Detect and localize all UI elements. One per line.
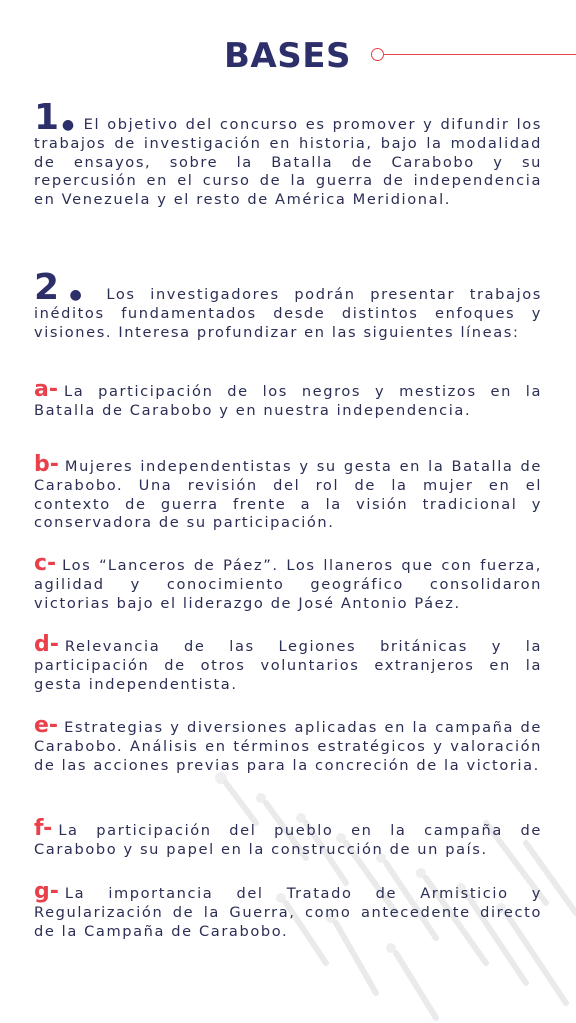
line-b — [34, 452, 542, 533]
title-line-ornament — [384, 54, 576, 55]
line-c-marker: c- — [34, 551, 57, 576]
line-c-text: Los “Lanceros de Páez”. Los llaneros que con fuerza, agilidad y conocimiento geográfico consolidaron victorias bajo el liderazgo de José Antonio Páez. — [34, 557, 542, 612]
title-circle-ornament — [371, 48, 384, 61]
line-a-text: La participación de los negros y mestizos en la Batalla de Carabobo y en nuestra independencia. — [34, 383, 542, 419]
point-1 — [34, 97, 542, 210]
line-f-text: La participación del pueblo en la campaña de Carabobo y su papel en la construcción de un país. — [34, 822, 542, 858]
line-e — [34, 713, 542, 775]
line-d — [34, 632, 542, 694]
line-e-text: Estrategias y diversiones aplicadas en la campaña de Carabobo. Análisis en términos estratégicos y valoración de las acciones previas para la concreción de la victoria. — [34, 719, 542, 774]
line-d-text: Relevancia de las Legiones británicas y la participación de otros voluntarios extranjeros en la gesta independentista. — [34, 638, 542, 693]
line-f — [34, 816, 542, 860]
line-b-marker: b- — [34, 452, 59, 477]
point-1-number: 1 — [34, 97, 58, 138]
line-g-marker: g- — [34, 879, 59, 904]
line-f-marker: f- — [34, 816, 53, 841]
line-a — [34, 377, 542, 421]
line-g-text: La importancia del Tratado de Armisticio y Regularización de la Guerra, como antecedente directo de la Campaña de Carabobo. — [34, 885, 542, 940]
page-title: BASES — [224, 36, 351, 76]
point-1-text: El objetivo del concurso es promover y difundir los trabajos de investigación en historia, bajo la modalidad de ensayos, sobre la Batalla de Carabobo y su repercusión en el curso de la guerra de independencia en Venezuela y el resto de América Meridional. — [34, 116, 542, 209]
point-2-dot: ● — [61, 287, 92, 303]
line-a-marker: a- — [34, 377, 58, 402]
point-2-text: Los investigadores podrán presentar trabajos inéditos fundamentados desde distintos enfoques y visiones. Interesa profundizar en las siguientes líneas: — [34, 286, 542, 341]
line-g — [34, 879, 542, 941]
point-2-number: 2 — [34, 267, 58, 308]
line-d-marker: d- — [34, 632, 59, 657]
line-c — [34, 551, 542, 613]
point-2 — [34, 267, 542, 342]
line-e-marker: e- — [34, 713, 59, 738]
line-b-text: Mujeres independentistas y su gesta en la Batalla de Carabobo. Una revisión del rol de la mujer en el contexto de guerra frente a la visión tradicional y conservadora de su participación. — [34, 458, 542, 532]
point-1-dot: ● — [61, 117, 77, 133]
